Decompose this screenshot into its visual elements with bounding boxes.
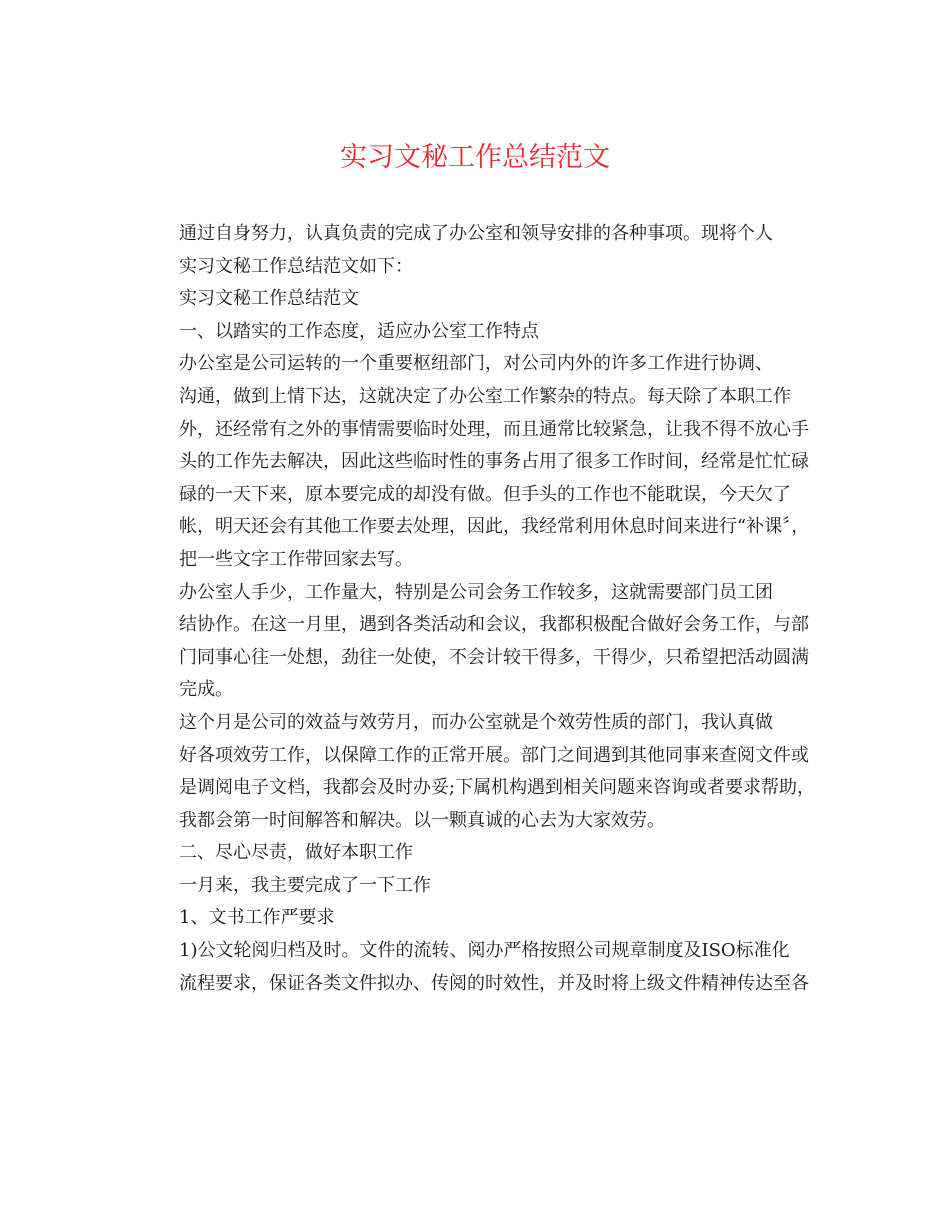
text-line: 二、尽心尽责，做好本职工作 [179,842,413,864]
paragraph-service [143,707,816,837]
paragraph-subtitle [143,283,811,316]
document-body [143,218,816,1000]
paragraph-intro [143,218,811,283]
section-heading-2 [143,837,811,870]
document-title: 实习文秘工作总结范文 [340,142,610,173]
text-line: 办公室人手少，工作量大，特别是公司会务工作较多，这就需要部门员工团 [179,581,773,603]
text-line: 碌的一天下来，原本要完成的却没有做。但手头的工作也不能耽误，今天欠了 [179,483,791,505]
text-line: 好各项效劳工作，以保障工作的正常开展。部门之间遇到其他同事来查阅文件或 [179,744,809,766]
text-line: 门同事心往一处想，劲往一处使，不会计较干得多，干得少，只希望把活动圆满 [179,646,809,668]
paragraph-document-filing [143,935,811,1000]
text-line: 把一些文字工作带回家去写。 [179,548,413,570]
text-line: 结协作。在这一月里，遇到各类活动和会议，我都积极配合做好会务工作，与部 [179,614,809,636]
text-line: 实习文秘工作总结范文 [179,288,359,310]
text-line: 帐，明天还会有其他工作要去处理，因此，我经常利用休息时间来进行“补课〞， [179,516,810,538]
text-line: 一月来，我主要完成了一下工作 [179,874,431,896]
section-heading-1 [143,316,811,349]
text-line: 外，还经常有之外的事情需要临时处理，而且通常比较紧急，让我不得不放心手 [179,418,809,440]
text-line: 实习文秘工作总结范文如下： [179,255,413,277]
text-line: 1)公文轮阅归档及时。文件的流转、阅办严格按照公司规章制度及ISO标准化 [179,940,790,962]
text-line: 头的工作先去解决，因此这些临时性的事务占用了很多工作时间，经常是忙忙碌 [179,451,809,473]
paragraph-office-role [143,348,811,576]
text-line: 1、文书工作严要求 [179,907,335,929]
text-line: 一、以踏实的工作态度，适应办公室工作特点 [179,320,539,342]
text-line: 这个月是公司的效益与效劳月，而办公室就是个效劳性质的部门，我认真做 [179,711,773,733]
text-line: 是调阅电子文档，我都会及时办妥;下属机构遇到相关问题来咨询或者要求帮助， [179,777,816,799]
text-line: 完成。 [179,679,233,701]
text-line: 流程要求，保证各类文件拟办、传阅的时效性，并及时将上级文件精神传达至各 [179,972,809,994]
subsection-heading-1 [143,902,811,935]
text-line: 沟通，做到上情下达，这就决定了办公室工作繁杂的特点。每天除了本职工作 [179,385,791,407]
text-line: 通过自身努力，认真负责的完成了办公室和领导安排的各种事项。现将个人 [179,223,773,244]
text-line: 我都会第一时间解答和解决。以一颗真诚的心去为大家效劳。 [179,809,665,831]
paragraph-month-summary [143,870,811,903]
text-line: 办公室是公司运转的一个重要枢纽部门，对公司内外的许多工作进行协调、 [179,353,773,375]
paragraph-teamwork [143,577,811,707]
